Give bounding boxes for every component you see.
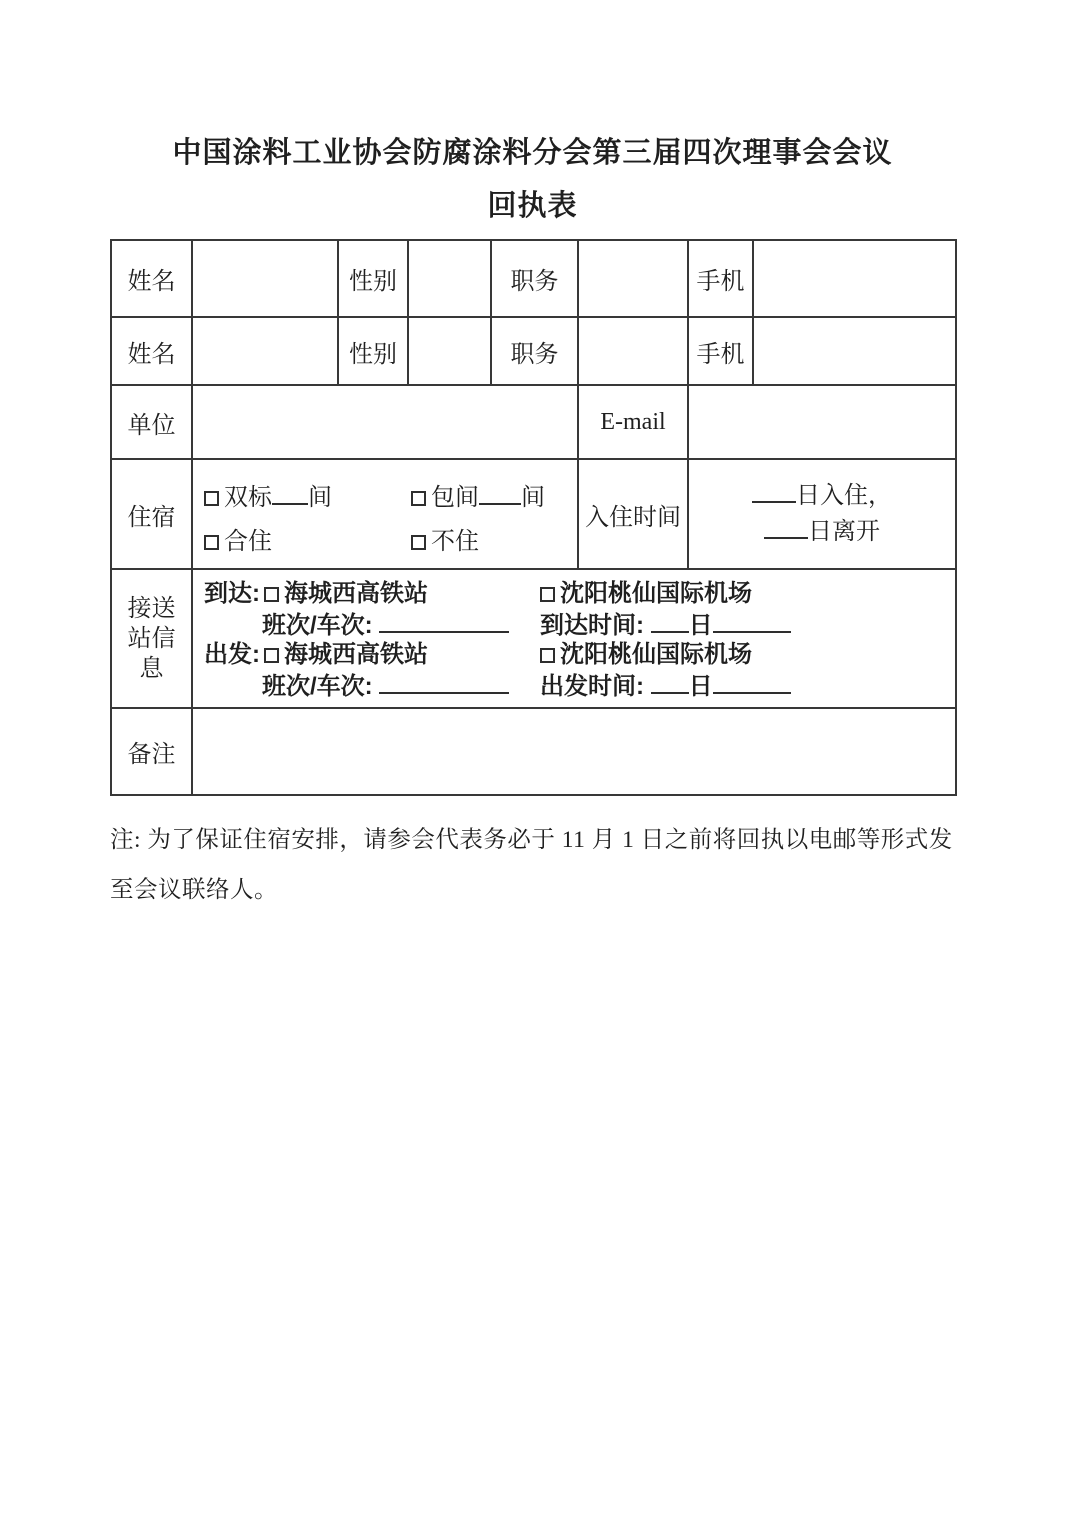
depart-options-line xyxy=(204,640,951,669)
depart-flight-blank[interactable] xyxy=(379,669,509,694)
unit-input-cell[interactable] xyxy=(192,385,578,459)
name-label: 姓名 xyxy=(111,240,192,317)
option-private-room-label: 包间 xyxy=(431,484,479,511)
mobile-label: 手机 xyxy=(688,240,753,317)
checkbox-share-room-icon[interactable] xyxy=(204,535,219,550)
depart-flight-field xyxy=(204,669,540,701)
attendee-row-1 xyxy=(111,240,956,317)
remarks-row xyxy=(111,708,956,795)
option-share-room-label: 合住 xyxy=(224,528,272,555)
gender-label: 性别 xyxy=(338,240,408,317)
option-private-room[interactable] xyxy=(411,477,571,512)
page-title: 中国涂料工业协会防腐涂料分会第三届四次理事会会议 xyxy=(172,137,893,169)
arrive-flight-blank[interactable] xyxy=(379,608,509,633)
option-double-room-suffix: 间 xyxy=(308,484,332,511)
arrive-prefix: 到达: xyxy=(204,580,260,607)
depart-detail-line xyxy=(204,669,951,701)
gender-input-cell[interactable] xyxy=(408,240,491,317)
depart-date-line xyxy=(689,514,955,550)
checkbox-arrive-airport-icon[interactable] xyxy=(540,587,555,602)
depart-time-blank[interactable] xyxy=(713,669,791,694)
checkbox-depart-airport-icon[interactable] xyxy=(540,648,555,663)
checkbox-double-room-icon[interactable] xyxy=(204,491,219,506)
footer-note: 注: 为了保证住宿安排，请参会代表务必于 11 月 1 日之前将回执以电邮等形式发至会议联络人。 xyxy=(110,827,953,904)
depart-date-blank[interactable] xyxy=(764,514,808,539)
arrive-airport-option[interactable] xyxy=(540,579,752,608)
document-content xyxy=(110,136,955,915)
accommodation-options-cell xyxy=(192,459,578,569)
transfer-content-cell xyxy=(192,569,956,708)
depart-date-suffix: 日离开 xyxy=(808,519,880,546)
checkbox-depart-station-icon[interactable] xyxy=(264,648,279,663)
depart-prefix: 出发: xyxy=(204,641,260,669)
arrive-options-line xyxy=(204,579,951,608)
option-private-room-suffix: 间 xyxy=(521,484,545,511)
arrive-time-blank[interactable] xyxy=(713,608,791,633)
remarks-input-cell[interactable] xyxy=(192,708,956,795)
arrive-station-label: 海城西高铁站 xyxy=(284,580,428,607)
arrive-day-blank[interactable] xyxy=(651,608,689,633)
arrive-detail-line xyxy=(204,608,951,640)
depart-time-field xyxy=(540,669,791,701)
checkbox-private-room-icon[interactable] xyxy=(411,491,426,506)
mobile-input-cell[interactable] xyxy=(753,317,956,385)
reply-form-table xyxy=(110,239,957,796)
depart-flight-label: 班次/车次: xyxy=(262,673,373,701)
transfer-label: 接送站信息 xyxy=(127,595,176,682)
page-subtitle: 回执表 xyxy=(487,190,578,222)
depart-airport-option[interactable] xyxy=(540,640,752,669)
option-no-stay[interactable] xyxy=(411,521,571,556)
position-label: 职务 xyxy=(491,240,578,317)
depart-station-option[interactable] xyxy=(204,640,540,669)
checkbox-no-stay-icon[interactable] xyxy=(411,535,426,550)
private-room-count-blank[interactable] xyxy=(479,479,521,504)
accommodation-label: 住宿 xyxy=(111,459,192,569)
depart-airport-label: 沈阳桃仙国际机场 xyxy=(560,641,752,669)
arrive-flight-field xyxy=(204,608,540,640)
name-input-cell[interactable] xyxy=(192,240,338,317)
arrive-date-blank[interactable] xyxy=(752,478,796,503)
attendee-row-2 xyxy=(111,317,956,385)
arrive-station-option[interactable] xyxy=(204,579,540,608)
remarks-label: 备注 xyxy=(111,708,192,795)
checkin-time-label: 入住时间 xyxy=(578,459,688,569)
depart-time-label: 出发时间: xyxy=(540,673,644,701)
position-label: 职务 xyxy=(491,317,578,385)
depart-day-char: 日 xyxy=(688,673,713,701)
arrive-flight-label: 班次/车次: xyxy=(262,612,373,640)
gender-label: 性别 xyxy=(338,317,408,385)
double-room-count-blank[interactable] xyxy=(272,479,308,504)
arrive-time-field xyxy=(540,608,791,640)
position-input-cell[interactable] xyxy=(578,240,688,317)
email-input-cell[interactable] xyxy=(688,385,956,459)
unit-label: 单位 xyxy=(111,385,192,459)
checkin-dates-cell xyxy=(688,459,956,569)
transfer-label-cell xyxy=(111,569,192,708)
name-input-cell[interactable] xyxy=(192,317,338,385)
name-label: 姓名 xyxy=(111,317,192,385)
transfer-row xyxy=(111,569,956,708)
option-share-room[interactable] xyxy=(204,521,411,556)
arrive-date-suffix: 日入住， xyxy=(796,483,892,509)
email-label: E-mail xyxy=(578,385,688,459)
depart-day-blank[interactable] xyxy=(651,669,689,694)
checkbox-arrive-station-icon[interactable] xyxy=(264,587,279,602)
gender-input-cell[interactable] xyxy=(408,317,491,385)
mobile-input-cell[interactable] xyxy=(753,240,956,317)
option-no-stay-label: 不住 xyxy=(431,528,479,555)
arrive-time-label: 到达时间: xyxy=(540,612,644,640)
arrive-day-char: 日 xyxy=(688,612,713,640)
arrive-date-line xyxy=(689,478,955,514)
position-input-cell[interactable] xyxy=(578,317,688,385)
option-double-room[interactable] xyxy=(204,477,411,512)
unit-row xyxy=(111,385,956,459)
arrive-airport-label: 沈阳桃仙国际机场 xyxy=(560,580,752,607)
accommodation-row xyxy=(111,459,956,569)
mobile-label: 手机 xyxy=(688,317,753,385)
depart-station-label: 海城西高铁站 xyxy=(284,641,428,669)
option-double-room-label: 双标 xyxy=(224,484,272,511)
